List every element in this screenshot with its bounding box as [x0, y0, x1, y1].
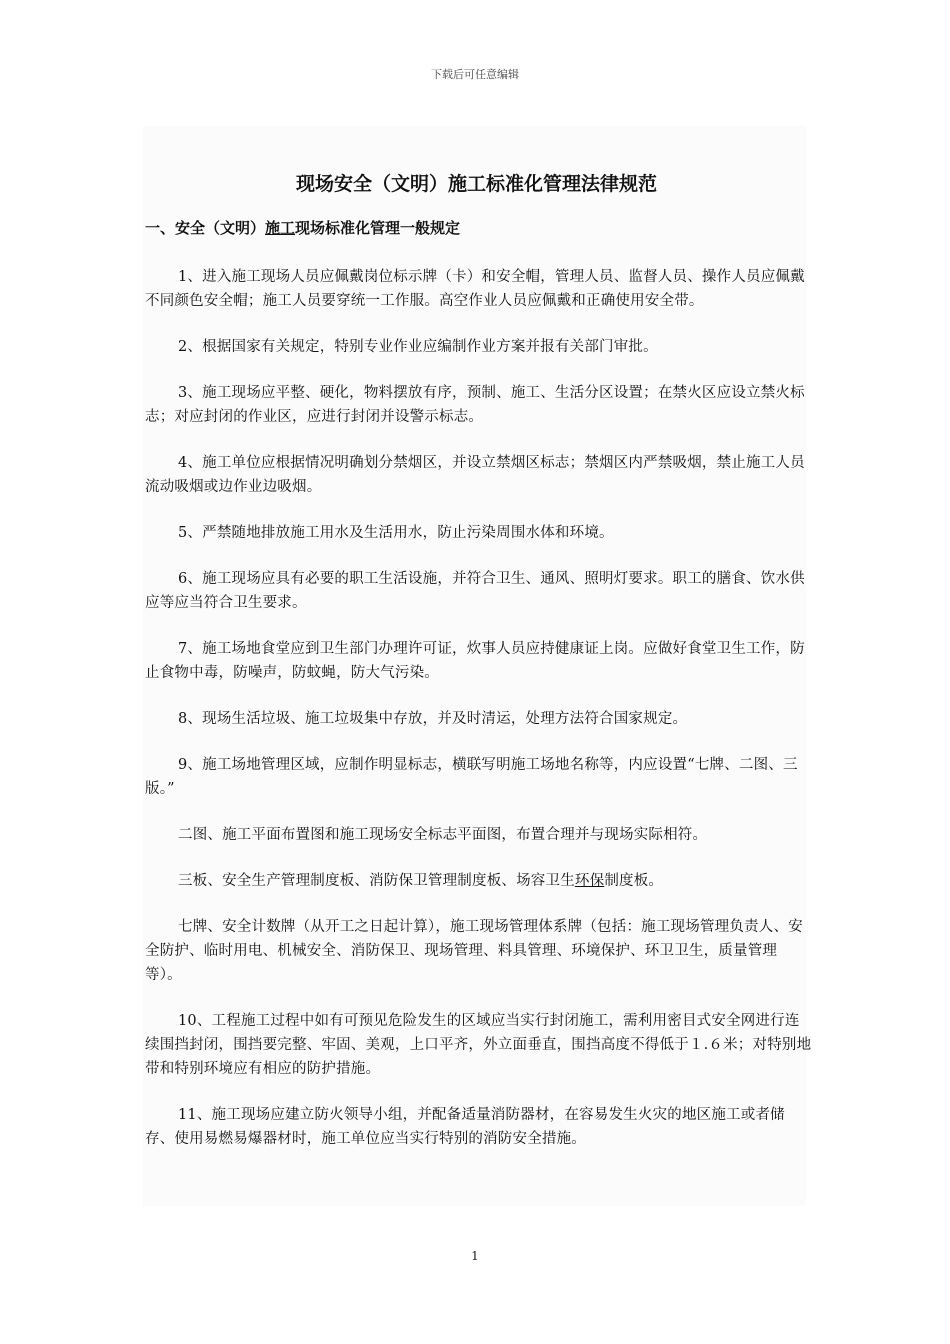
paragraph-2: 2、根据国家有关规定，特别专业作业应编制作业方案并报有关部门审批。 [178, 339, 658, 355]
paragraph-9: 9、施工场地管理区域，应制作明显标志，横联写明施工场地名称等，内应设置“七牌、二图、三版。” [145, 757, 798, 797]
three-boards-post: 制度板。 [604, 873, 664, 889]
paragraph-4: 4、施工单位应根据情况明确划分禁烟区，并设立禁烟区标志；禁烟区内严禁吸烟，禁止施工人员流动吸烟或边作业边吸烟。 [145, 455, 805, 495]
paragraph-6: 6、施工现场应具有必要的职工生活设施，并符合卫生、通风、照明灯要求。职工的膳食、饮水供应等应当符合卫生要求。 [145, 571, 805, 611]
paragraph-10: 10、工程施工过程中如有可预见危险发生的区域应当实行封闭施工，需利用密目式安全网进行连续围挡封闭，围挡要完整、牢固、美观，上口平齐，外立面垂直，围挡高度不得低于１.６米；对特别地带和特别环境应有相应的防护措施。 [145, 1013, 812, 1077]
section-heading [145, 216, 813, 240]
document-body [145, 170, 813, 1151]
paragraph-seven-signs: 七牌、安全计数牌（从开工之日起计算），施工现场管理体系牌（包括：施工现场管理负责人、安全防护、临时用电、机械安全、消防保卫、现场管理、料具管理、环境保护、环卫卫生，质量管理等）。 [145, 919, 803, 983]
paragraph-3: 3、施工现场应平整、硬化，物料摆放有序，预制、施工、生活分区设置；在禁火区应设立禁火标志；对应封闭的作业区，应进行封闭并设警示标志。 [145, 385, 805, 425]
section-heading-pre: 一、安全（文明） [145, 219, 266, 237]
section-heading-underlined: 施工 [265, 219, 296, 237]
paragraph-7: 7、施工场地食堂应到卫生部门办理许可证，炊事人员应持健康证上岗。应做好食堂卫生工作，防止食物中毒，防噪声，防蚊蝇，防大气污染。 [145, 641, 805, 681]
header-note: 下载后可任意编辑 [431, 68, 519, 81]
paragraph-two-maps: 二图、施工平面布置图和施工现场安全标志平面图，布置合理并与现场实际相符。 [178, 827, 708, 843]
paragraph-11: 11、施工现场应建立防火领导小组，并配备适量消防器材，在容易发生火灾的地区施工或者储存、使用易燃易爆器材时，施工单位应当实行特别的消防安全措施。 [145, 1107, 785, 1147]
section-heading-post: 现场标准化管理一般规定 [295, 219, 461, 237]
three-boards-underlined: 环保 [574, 873, 605, 889]
paragraph-5: 5、严禁随地排放施工用水及生活用水，防止污染周围水体和环境。 [178, 525, 614, 541]
paragraph-three-boards [145, 869, 813, 893]
paragraph-8: 8、现场生活垃圾、施工垃圾集中存放，并及时清运，处理方法符合国家规定。 [178, 711, 688, 727]
three-boards-pre: 三板、安全生产管理制度板、消防保卫管理制度板、场容卫生 [178, 873, 575, 889]
document-title: 现场安全（文明）施工标准化管理法律规范 [295, 173, 657, 195]
page-number: 1 [471, 1249, 479, 1263]
paragraph-1: 1、进入施工现场人员应佩戴岗位标示牌（卡）和安全帽，管理人员、监督人员、操作人员应佩戴不同颜色安全帽；施工人员要穿统一工作服。高空作业人员应佩戴和正确使用安全带。 [145, 269, 805, 309]
